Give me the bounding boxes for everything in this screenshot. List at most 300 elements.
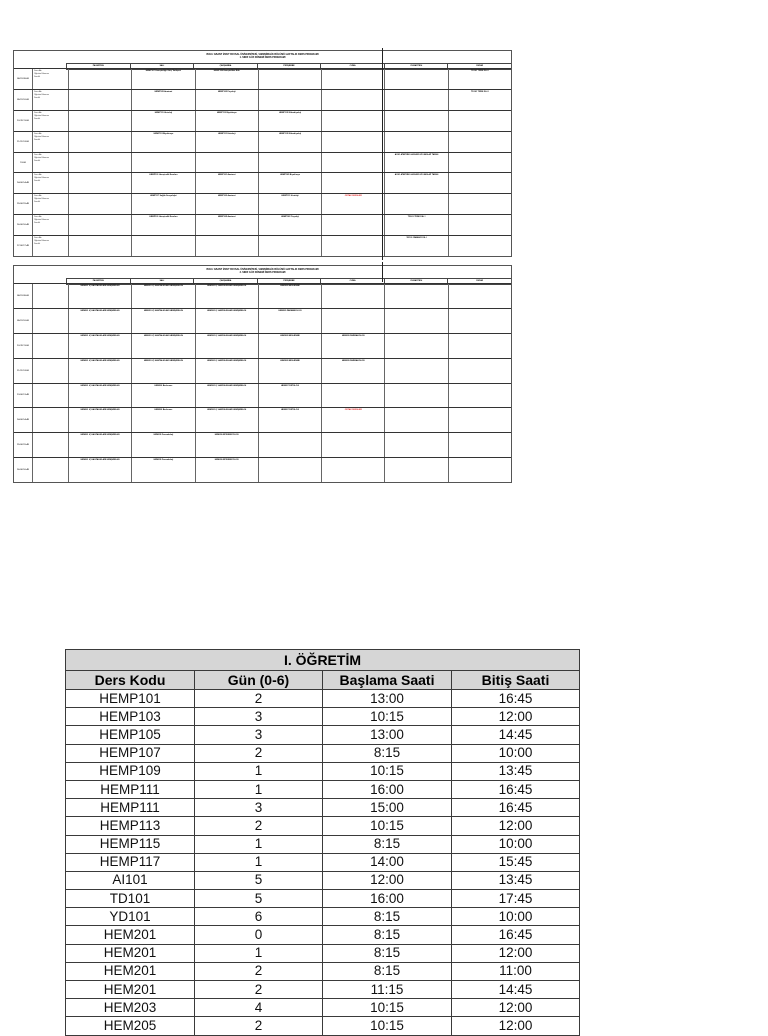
timetable-title-line: BOLU ABANT İZZET BAYSAL ÜNİVERSİTESİ / HEMŞİRELİK BÖLÜMÜ HAFTALIK DERS PROGRAMI xyxy=(206,268,319,271)
table-title: I. ÖĞRETİM xyxy=(66,650,580,671)
timetable-2nd-year xyxy=(13,265,512,483)
end-time-cell: 12:00 xyxy=(452,1017,580,1035)
time-slot-label: 14:00 14:45 xyxy=(17,419,29,422)
timetable-cell xyxy=(68,111,131,131)
timetable-cell xyxy=(68,309,131,333)
timetable-cell xyxy=(448,194,511,214)
day-label: ÇARŞAMBA xyxy=(193,64,257,69)
day-cell: 3 xyxy=(195,726,323,744)
time-slot-label: 15:00 15:45 xyxy=(17,203,29,206)
start-time-cell: 10:15 xyxy=(323,817,452,835)
day-label: PAZAR xyxy=(447,64,511,69)
timetable-cell xyxy=(384,334,447,358)
course-entry: HEM201 İÇ HASTALIKLARI HEMŞİRELİĞİ xyxy=(207,285,247,287)
course-entry: HEM203 BESLENME xyxy=(280,285,300,287)
day-cell: 1 xyxy=(195,835,323,853)
timetable-cell xyxy=(384,284,447,308)
time-slot-label: 09:15 10:00 xyxy=(17,319,29,322)
day-label: CUMA xyxy=(320,64,384,69)
timetable-row xyxy=(14,283,511,308)
day-cell: 2 xyxy=(195,690,323,708)
timetable-cell xyxy=(321,90,384,110)
course-entry: HEM201 İÇ HASTALIKLARI HEMŞİRELİĞİ xyxy=(143,359,183,362)
timetable-cell xyxy=(258,458,321,482)
course-entry: HEM209 EPİDEMİYOLOJİ xyxy=(214,434,239,437)
timetable-row xyxy=(14,110,511,131)
divider xyxy=(382,48,383,260)
day-cell: 2 xyxy=(195,817,323,835)
time-slot-label: 13:00 13:45 xyxy=(17,394,29,397)
timetable-cell xyxy=(131,69,194,89)
start-time-cell: 13:00 xyxy=(323,726,452,744)
day-label: PERŞEMBE xyxy=(257,279,321,284)
end-time-cell: 17:45 xyxy=(452,890,580,908)
course-entry: HEM201 İÇ HASTALIKLARI HEMŞİRELİĞİ xyxy=(80,285,120,287)
timetable-cell xyxy=(321,236,384,256)
end-time-cell: 16:45 xyxy=(452,799,580,817)
course-entry: HEM201 İÇ HASTALIKLARI HEMŞİRELİĞİ xyxy=(80,434,120,437)
table-row xyxy=(66,780,580,798)
timetable-cell xyxy=(384,433,447,457)
end-time-cell: 12:00 xyxy=(452,817,580,835)
timetable-cell xyxy=(321,309,384,333)
course-entry: HEM201 İÇ HASTALIKLARI HEMŞİRELİĞİ xyxy=(80,459,120,462)
course-entry: HEMP105 Anatomi xyxy=(217,216,236,219)
timetable-cell xyxy=(131,90,194,110)
course-entry: HEM201 İÇ HASTALIKLARI HEMŞİRELİĞİ xyxy=(143,334,183,337)
table-row xyxy=(66,835,580,853)
row-label: Öğretim Elemanı xyxy=(34,219,50,222)
course-entry: ORTAK DERSLER xyxy=(344,195,362,198)
course-code-cell: HEMP115 xyxy=(66,835,195,853)
timetable-cell xyxy=(448,458,511,482)
course-entry: YD101 YABANCI DİL I xyxy=(406,237,427,240)
course-code-cell: HEMP109 xyxy=(66,762,195,780)
timetable-cell xyxy=(321,334,384,358)
table-row xyxy=(66,890,580,908)
row-label: Öğretim Elemanı xyxy=(34,114,50,117)
row-label: Ders Adı xyxy=(34,70,42,72)
end-time-cell: 14:45 xyxy=(452,726,580,744)
timetable-cell xyxy=(321,433,384,457)
day-cell: 2 xyxy=(195,744,323,762)
timetable-cell xyxy=(321,284,384,308)
course-entry: HEM201 İÇ HASTALIKLARI HEMŞİRELİĞİ xyxy=(207,384,247,387)
time-slot-label: 14:00 14:45 xyxy=(17,182,29,185)
day-label: PAZARTESİ xyxy=(66,279,130,284)
course-code-cell: TD101 xyxy=(66,890,195,908)
course-code-cell: HEMP105 xyxy=(66,726,195,744)
timetable-cell xyxy=(258,215,321,235)
start-time-cell: 8:15 xyxy=(323,908,452,926)
row-label: Derslik xyxy=(34,159,41,162)
course-entry: HEMP113 Biyokimya xyxy=(216,111,237,114)
start-time-cell: 10:15 xyxy=(323,762,452,780)
course-entry: HEM201 İÇ HASTALIKLARI HEMŞİRELİĞİ xyxy=(80,409,120,412)
timetable-cell xyxy=(68,194,131,214)
start-time-cell: 8:15 xyxy=(323,962,452,980)
course-code-cell: HEM201 xyxy=(66,981,195,999)
row-label: Ders Adı xyxy=(34,237,42,240)
row-labels xyxy=(32,215,68,235)
timetable-cell xyxy=(258,90,321,110)
row-labels xyxy=(32,408,68,432)
course-entry: HEMP101 Hemşirelik Esasları xyxy=(149,216,178,219)
table-row xyxy=(66,1017,580,1035)
course-entry: HEM205 FARMAKOLOJİ xyxy=(341,359,365,362)
day-label: PAZARTESİ xyxy=(66,64,130,69)
time-slot-label: 08:15 09:00 xyxy=(17,294,29,297)
timetable-cell xyxy=(384,90,447,110)
end-time-cell: 12:00 xyxy=(452,944,580,962)
row-label: Ders Adı xyxy=(34,132,42,135)
time-slot-label: 11:15 12:00 xyxy=(17,369,29,372)
timetable-subtitle-line: 2. SINIF GÜZ DÖNEMİ DERS PROGRAMI xyxy=(239,271,286,274)
end-time-cell: 10:00 xyxy=(452,744,580,762)
time-slot-label: 15:00 15:45 xyxy=(17,444,29,447)
row-label: Derslik xyxy=(34,243,41,246)
course-entry: HEM203 Beslenme xyxy=(154,384,173,387)
row-labels xyxy=(32,284,68,308)
timetable-cell xyxy=(195,194,258,214)
timetable-cell xyxy=(195,408,258,432)
end-time-cell: 12:00 xyxy=(452,708,580,726)
course-code-cell: YD101 xyxy=(66,908,195,926)
timetable-cell xyxy=(448,153,511,173)
row-label: Öğretim Elemanı xyxy=(34,73,50,75)
course-code-cell: HEMP111 xyxy=(66,799,195,817)
divider xyxy=(382,262,383,282)
timetable-cell xyxy=(258,408,321,432)
timetable-cell xyxy=(68,153,131,173)
course-entry: HEMP107 Hemşireliğe Giriş Tarihçesi xyxy=(145,70,182,72)
table-row xyxy=(66,871,580,889)
timetable-cell xyxy=(448,334,511,358)
timetable-cell xyxy=(448,284,511,308)
row-label: Öğretim Elemanı xyxy=(34,198,50,201)
timetable-cell xyxy=(68,408,131,432)
course-entry: HEM201 İÇ HASTALIKLARI HEMŞİRELİĞİ xyxy=(207,309,247,312)
timetable-cell xyxy=(258,173,321,193)
timetable-cell xyxy=(384,384,447,408)
day-label: PERŞEMBE xyxy=(257,64,321,69)
timetable-cell xyxy=(131,433,194,457)
timetable-cell xyxy=(68,90,131,110)
time-slot-label: 17:00 17:45 xyxy=(17,245,29,248)
timetable-cell xyxy=(258,334,321,358)
course-entry: HEM201 İÇ HASTALIKLARI HEMŞİRELİĞİ xyxy=(143,285,183,287)
day-cell: 1 xyxy=(195,780,323,798)
course-entry: HEMP113 Biyokimya xyxy=(153,132,174,135)
start-time-cell: 10:15 xyxy=(323,999,452,1017)
timetable-row xyxy=(14,432,511,457)
course-entry: HEM205 Farmakoloji xyxy=(153,459,174,462)
timetable-cell xyxy=(448,132,511,152)
day-label: ÇARŞAMBA xyxy=(193,279,257,284)
row-labels xyxy=(32,334,68,358)
timetable-cell xyxy=(131,173,194,193)
timetable-row xyxy=(14,89,511,110)
table-row xyxy=(66,926,580,944)
course-code-cell: HEM205 xyxy=(66,1017,195,1035)
table-row xyxy=(66,817,580,835)
course-code-cell: HEMP103 xyxy=(66,708,195,726)
timetable-row xyxy=(14,235,511,256)
day-cell: 1 xyxy=(195,853,323,871)
course-entry: HEMP105 Anatomi xyxy=(154,90,173,93)
course-entry: TD101 TÜRK DİLİ I xyxy=(471,70,489,72)
start-time-cell: 8:15 xyxy=(323,835,452,853)
timetable-cell xyxy=(258,359,321,383)
row-labels xyxy=(32,433,68,457)
row-label: Derslik xyxy=(34,201,41,204)
timetable-cell xyxy=(68,334,131,358)
row-labels xyxy=(32,90,68,110)
day-cell: 3 xyxy=(195,708,323,726)
timetable-cell xyxy=(384,236,447,256)
timetable-cell xyxy=(258,153,321,173)
table-row xyxy=(66,744,580,762)
course-entry: HEMP115 Mikrobiyoloji xyxy=(279,132,301,135)
timetable-cell xyxy=(321,153,384,173)
row-labels xyxy=(32,384,68,408)
end-time-cell: 11:00 xyxy=(452,962,580,980)
day-label: PAZAR xyxy=(447,279,511,284)
timetable-cell xyxy=(321,194,384,214)
column-header-end-time: Bitiş Saati xyxy=(452,671,580,690)
timetable-row xyxy=(14,457,511,482)
table-row xyxy=(66,726,580,744)
course-entry: HEM203 Beslenme xyxy=(154,409,173,412)
timetable-cell xyxy=(131,284,194,308)
course-entry: HEM201 İÇ HASTALIKLARI HEMŞİRELİĞİ xyxy=(80,309,120,312)
course-entry: TD101 TÜRK DİLİ I xyxy=(471,90,489,93)
timetable-cell xyxy=(131,359,194,383)
row-labels xyxy=(32,236,68,256)
row-labels xyxy=(32,309,68,333)
timetable-cell xyxy=(195,309,258,333)
row-label: Öğretim Elemanı xyxy=(34,240,50,243)
timetable-cell xyxy=(131,153,194,173)
row-labels xyxy=(32,458,68,482)
course-code-cell: HEM201 xyxy=(66,962,195,980)
timetable-row xyxy=(14,68,511,89)
timetable-cell xyxy=(448,90,511,110)
timetable-cell xyxy=(448,111,511,131)
course-entry: HEM201 İÇ HASTALIKLARI HEMŞİRELİĞİ xyxy=(80,359,120,362)
table-row xyxy=(66,908,580,926)
time-slot-label: 10:15 11:00 xyxy=(17,344,29,347)
timetable-row xyxy=(14,152,511,173)
timetable-row xyxy=(14,383,511,408)
course-entry: HEMP101 Anatomi xyxy=(217,174,236,177)
start-time-cell: 14:00 xyxy=(323,853,452,871)
day-cell: 2 xyxy=(195,1017,323,1035)
end-time-cell: 12:00 xyxy=(452,999,580,1017)
timetable-cell xyxy=(384,458,447,482)
table-body xyxy=(66,690,580,1036)
table-row xyxy=(66,962,580,980)
timetable-cell xyxy=(68,284,131,308)
course-entry: HEM203 BESLENME xyxy=(280,359,300,362)
day-cell: 6 xyxy=(195,908,323,926)
row-label: Derslik xyxy=(34,117,41,120)
timetable-cell xyxy=(258,69,321,89)
table-row xyxy=(66,762,580,780)
timetable-cell xyxy=(258,194,321,214)
timetable-1st-year xyxy=(13,50,512,257)
course-code-cell: HEM203 xyxy=(66,999,195,1017)
timetable-cell xyxy=(321,132,384,152)
timetable-cell xyxy=(68,433,131,457)
course-entry: HEMP103 Anatomi xyxy=(217,195,236,198)
course-code-cell: HEMP117 xyxy=(66,853,195,871)
timetable-cell xyxy=(195,153,258,173)
timetable-cell xyxy=(195,334,258,358)
time-slot-label: 16:00 16:45 xyxy=(17,224,29,227)
timetable-cell xyxy=(195,384,258,408)
timetable-cell xyxy=(195,236,258,256)
row-label: Derslik xyxy=(34,76,41,78)
course-entry: HEMP111 Histoloji xyxy=(281,195,299,198)
start-time-cell: 8:15 xyxy=(323,926,452,944)
course-code-cell: HEMP107 xyxy=(66,744,195,762)
end-time-cell: 10:00 xyxy=(452,908,580,926)
row-label: Ders Adı xyxy=(34,153,42,156)
row-label: Öğretim Elemanı xyxy=(34,135,50,138)
timetable-cell xyxy=(68,384,131,408)
timetable-cell xyxy=(321,384,384,408)
course-entry: HEM207 PATOLOJİ xyxy=(280,409,299,412)
start-time-cell: 8:15 xyxy=(323,744,452,762)
time-slot-label: 16:00 16:45 xyxy=(17,469,29,472)
end-time-cell: 16:45 xyxy=(452,926,580,944)
table-header-row xyxy=(66,671,580,690)
row-label: Ders Adı xyxy=(34,216,42,219)
day-cell: 0 xyxy=(195,926,323,944)
timetable-cell xyxy=(195,284,258,308)
row-label: Öğretim Elemanı xyxy=(34,93,50,96)
time-slot-label: 11:15 12:00 xyxy=(17,140,29,143)
row-label: Öğretim Elemanı xyxy=(34,156,50,159)
course-code-cell: HEM201 xyxy=(66,944,195,962)
timetable-cell xyxy=(384,173,447,193)
course-entry: HEM201 İÇ HASTALIKLARI HEMŞİRELİĞİ xyxy=(80,334,120,337)
start-time-cell: 10:15 xyxy=(323,708,452,726)
start-time-cell: 15:00 xyxy=(323,799,452,817)
course-entry: HEM207 PATOLOJİ xyxy=(280,384,299,387)
table-row xyxy=(66,981,580,999)
row-label: Ders Adı xyxy=(34,111,42,114)
course-code-cell: AI101 xyxy=(66,871,195,889)
row-label: Ders Adı xyxy=(34,90,42,93)
row-label: Derslik xyxy=(34,96,41,99)
timetable-cell xyxy=(321,359,384,383)
timetable-row xyxy=(14,172,511,193)
end-time-cell: 13:45 xyxy=(452,871,580,889)
timetable-cell xyxy=(258,309,321,333)
timetable-cell xyxy=(195,359,258,383)
day-cell: 1 xyxy=(195,944,323,962)
time-slot-label: 09:15 10:00 xyxy=(17,98,29,101)
timetable-cell xyxy=(384,111,447,131)
course-entry: HEM201 İÇ HASTALIKLARI HEMŞİRELİĞİ xyxy=(80,384,120,387)
row-labels xyxy=(32,132,68,152)
row-labels xyxy=(32,153,68,173)
timetable-cell xyxy=(131,408,194,432)
timetable-cell xyxy=(384,408,447,432)
timetable-cell xyxy=(68,236,131,256)
row-labels xyxy=(32,359,68,383)
timetable-cell xyxy=(321,111,384,131)
timetable-cell xyxy=(384,309,447,333)
timetable-row xyxy=(14,333,511,358)
timetable-row xyxy=(14,407,511,432)
timetable-cell xyxy=(195,69,258,89)
timetable-grid xyxy=(14,68,511,256)
timetable-cell xyxy=(448,173,511,193)
timetable-cell xyxy=(448,215,511,235)
start-time-cell: 13:00 xyxy=(323,690,452,708)
end-time-cell: 16:45 xyxy=(452,780,580,798)
day-label: CUMARTESİ xyxy=(384,279,448,284)
timetable-cell xyxy=(321,215,384,235)
course-entry: HEM201 İÇ HASTALIKLARI HEMŞİRELİĞİ xyxy=(207,334,247,337)
timetable-grid xyxy=(14,283,511,482)
time-slot-label: 08:15 09:00 xyxy=(17,77,29,80)
row-label: Derslik xyxy=(34,138,41,141)
day-cell: 2 xyxy=(195,981,323,999)
start-time-cell: 16:00 xyxy=(323,780,452,798)
course-entry: HEMP117 Sağlık Sosyolojisi xyxy=(150,195,177,198)
timetable-cell xyxy=(384,153,447,173)
day-label: CUMA xyxy=(320,279,384,284)
table-row xyxy=(66,690,580,708)
start-time-cell: 16:00 xyxy=(323,890,452,908)
course-entry: HEMP115 Mikrobiyoloji xyxy=(279,111,301,114)
course-entry: HEMP103 Fizyoloji xyxy=(281,216,299,219)
timetable-cell xyxy=(258,384,321,408)
course-entry: HEM203 BESLENME xyxy=(280,334,300,337)
end-time-cell: 10:00 xyxy=(452,835,580,853)
course-time-table xyxy=(65,649,580,1036)
timetable-cell xyxy=(448,236,511,256)
timetable-cell xyxy=(195,215,258,235)
course-entry: TD101 TÜRK DİLİ I xyxy=(407,216,426,219)
timetable-cell xyxy=(258,111,321,131)
timetable-cell xyxy=(384,69,447,89)
timetable-cell xyxy=(321,408,384,432)
timetable-cell xyxy=(68,173,131,193)
timetable-cell xyxy=(448,69,511,89)
timetable-cell xyxy=(131,111,194,131)
timetable-cell xyxy=(384,215,447,235)
course-entry: HEM209 EPİDEMİYOLOJİ xyxy=(214,459,239,462)
row-label: Derslik xyxy=(34,222,41,225)
row-labels xyxy=(32,111,68,131)
timetable-row xyxy=(14,131,511,152)
timetable-cell xyxy=(131,236,194,256)
timetable-cell xyxy=(448,309,511,333)
row-label: Ders Adı xyxy=(34,174,42,177)
end-time-cell: 14:45 xyxy=(452,981,580,999)
timetable-cell xyxy=(258,132,321,152)
timetable-cell xyxy=(321,69,384,89)
row-label: Öğretim Elemanı xyxy=(34,177,50,180)
course-entry: HEM201 İÇ HASTALIKLARI HEMŞİRELİĞİ xyxy=(207,359,247,362)
course-entry: AI101 ATATÜRK İLKELERİ VE İNKILAP TARİHİ xyxy=(394,153,439,156)
timetable-cell xyxy=(195,132,258,152)
